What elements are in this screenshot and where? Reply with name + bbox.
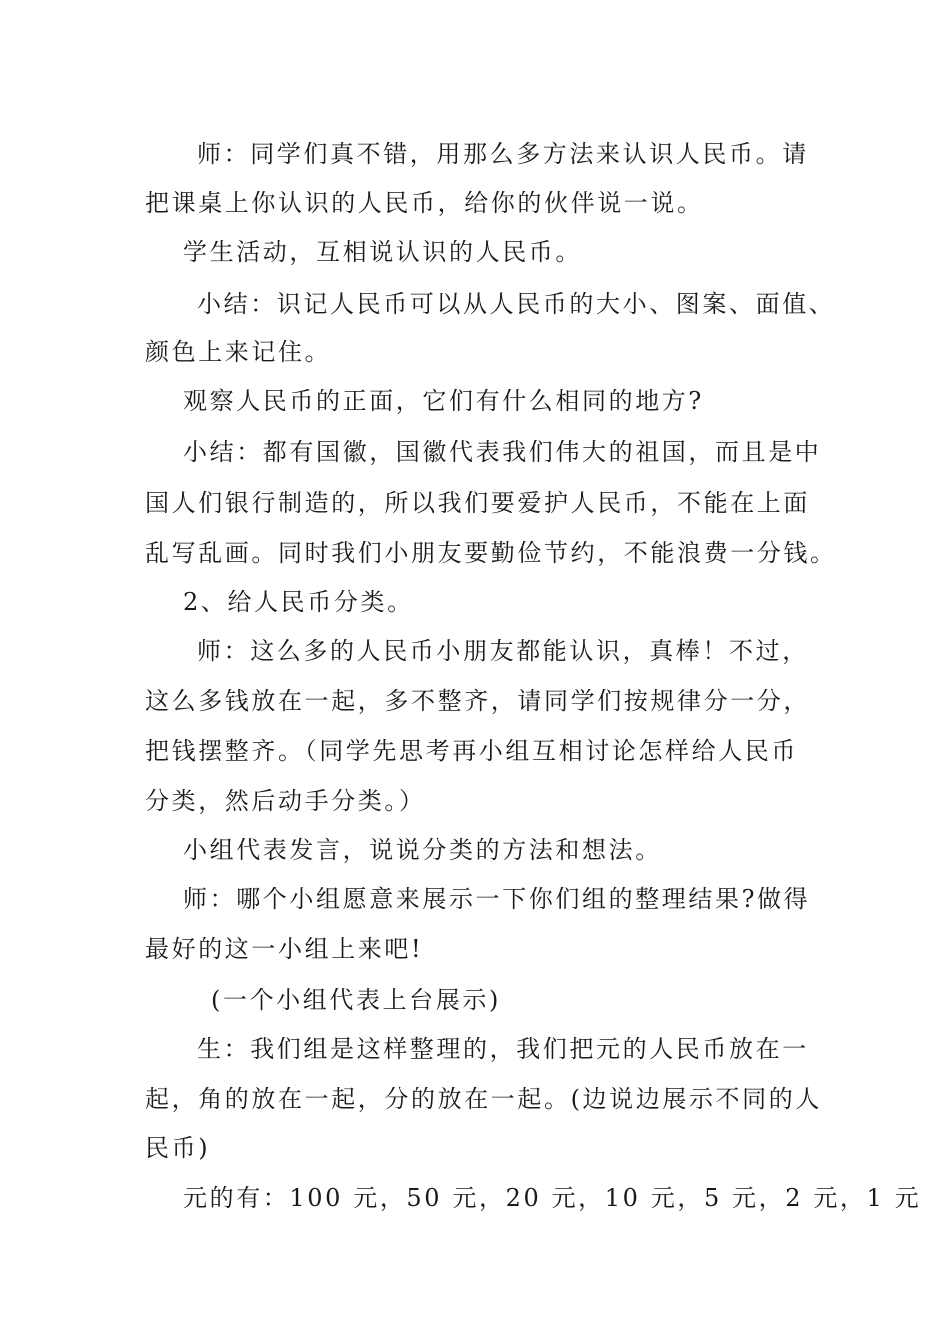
text-line: 观察人民币的正面，它们有什么相同的地方? (183, 387, 704, 415)
text-line: 小结：识记人民币可以从人民币的大小、图案、面值、 (197, 290, 836, 318)
text-line: 元的有：100 元，50 元，20 元，10 元，5 元，2 元，1 元 (183, 1184, 922, 1212)
text-line: 小组代表发言，说说分类的方法和想法。 (183, 836, 662, 864)
text-line: 颜色上来记住。 (145, 338, 332, 366)
text-line: 国人们银行制造的，所以我们要爱护人民币，不能在上面 (145, 489, 810, 517)
text-line: 把课桌上你认识的人民币，给你的伙伴说一说。 (145, 189, 704, 217)
text-line: 师：同学们真不错，用那么多方法来认识人民币。请 (197, 140, 809, 168)
text-line: 2、给人民币分类。 (183, 588, 414, 616)
text-line: 乱写乱画。同时我们小朋友要勤俭节约，不能浪费一分钱。 (145, 539, 837, 567)
text-line: 师：这么多的人民币小朋友都能认识，真棒！不过， (197, 637, 809, 665)
text-line: 起，角的放在一起，分的放在一起。(边说边展示不同的人 (145, 1085, 822, 1113)
text-line: 生：我们组是这样整理的，我们把元的人民币放在一 (197, 1035, 809, 1063)
text-line: 师：哪个小组愿意来展示一下你们组的整理结果?做得 (183, 885, 811, 913)
text-line: 最好的这一小组上来吧! (145, 935, 424, 963)
text-line: 分类，然后动手分类。） (145, 787, 426, 815)
text-line: 小结：都有国徽，国徽代表我们伟大的祖国，而且是中 (183, 438, 822, 466)
text-line: 这么多钱放在一起，多不整齐，请同学们按规律分一分， (145, 687, 810, 715)
text-line: 学生活动，互相说认识的人民币。 (183, 238, 582, 266)
text-line: (一个小组代表上台展示) (211, 986, 501, 1014)
text-line: 民币) (145, 1134, 211, 1162)
text-line: 把钱摆整齐。（同学先思考再小组互相讨论怎样给人民币 (145, 737, 798, 765)
